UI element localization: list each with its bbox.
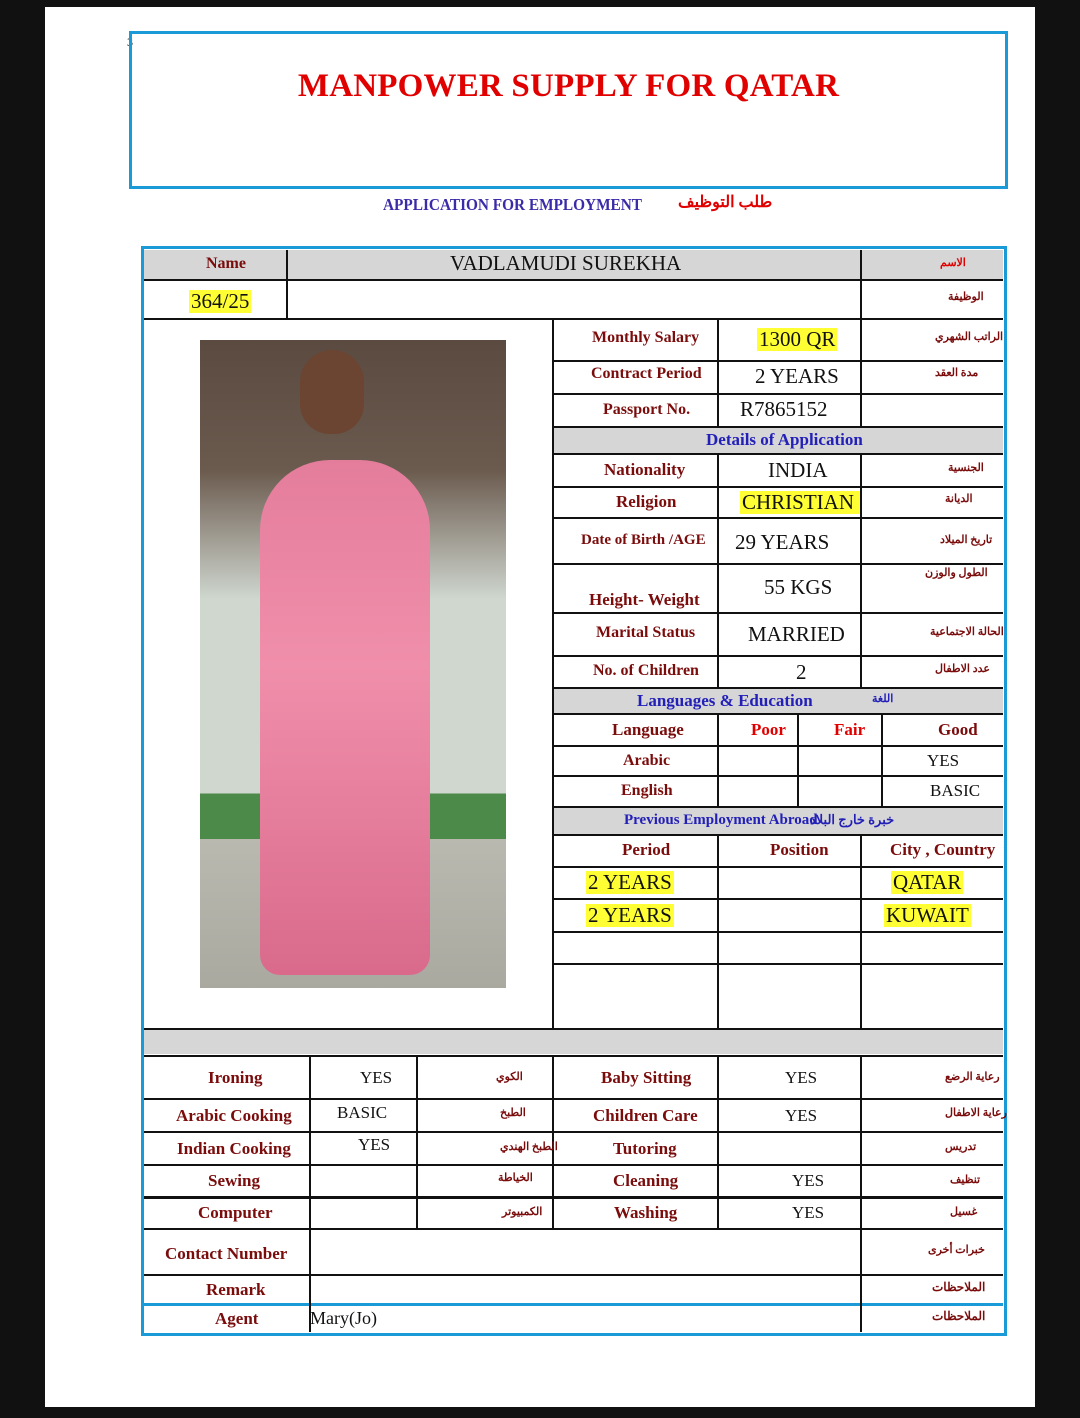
position-column-header: Position — [770, 840, 829, 859]
good-column-header: Good — [938, 720, 978, 739]
employment-section-title: Previous Employment Abroad — [624, 812, 818, 828]
name-label: Name — [206, 255, 246, 272]
reference-arabic-label: الوظيفة — [948, 291, 984, 303]
name-value: VADLAMUDI SUREKHA — [450, 251, 682, 275]
poor-column-header: Poor — [751, 720, 786, 739]
fair-column-header: Fair — [834, 720, 866, 739]
cleaning-arabic: تنظيف — [950, 1174, 981, 1186]
children-care-label: Children Care — [593, 1106, 698, 1125]
passport-value: R7865152 — [740, 397, 828, 421]
marital-status-label: Marital Status — [596, 624, 696, 641]
title-box — [129, 31, 1008, 189]
language-column-header: Language — [612, 720, 684, 739]
indian-cooking-label: Indian Cooking — [177, 1139, 291, 1158]
baby-sitting-value: YES — [785, 1068, 818, 1087]
contract-period-value: 2 YEARS — [755, 364, 839, 388]
children-value: 2 — [796, 660, 807, 684]
remark-label: Remark — [206, 1280, 266, 1299]
height-weight-arabic: الطول والوزن — [925, 567, 988, 579]
applicant-head — [300, 350, 364, 434]
arabic-cooking-value: BASIC — [337, 1103, 388, 1122]
children-label: No. of Children — [593, 662, 699, 679]
reference-number: 364/25 — [191, 289, 250, 313]
religion-value: CHRISTIAN — [740, 491, 860, 514]
indian-cooking-value: YES — [358, 1135, 391, 1154]
washing-label: Washing — [614, 1203, 678, 1222]
dob-arabic: تاريخ الميلاد — [940, 534, 993, 546]
ironing-arabic: الكوي — [496, 1071, 523, 1083]
page-title: MANPOWER SUPPLY FOR QATAR — [297, 68, 840, 104]
period-column-header: Period — [622, 840, 671, 859]
washing-arabic: غسيل — [950, 1206, 978, 1218]
sewing-label: Sewing — [208, 1171, 260, 1190]
nationality-label: Nationality — [604, 460, 686, 479]
languages-section-title: Languages & Education — [637, 691, 813, 710]
passport-label: Passport No. — [603, 401, 691, 418]
language-row-english: English — [621, 782, 673, 799]
nationality-value: INDIA — [768, 458, 828, 482]
language-row-arabic: Arabic — [623, 752, 671, 769]
details-section-title: Details of Application — [706, 430, 863, 449]
marital-status-arabic: الحالة الاجتماعية — [930, 626, 1004, 638]
cleaning-value: YES — [792, 1171, 825, 1190]
skills-band — [144, 1030, 1003, 1054]
arabic-cooking-arabic: الطبخ — [500, 1107, 526, 1119]
baby-sitting-arabic: رعاية الرضع — [945, 1071, 1000, 1083]
height-weight-label: Height- Weight — [589, 590, 700, 609]
computer-arabic: الكمبيوتر — [502, 1206, 543, 1218]
remark-arabic: الملاحظات — [932, 1280, 986, 1294]
employment-city-2: KUWAIT — [886, 903, 969, 927]
dob-label: Date of Birth /AGE — [581, 532, 706, 548]
monthly-salary-value: 1300 QR — [759, 327, 836, 351]
contact-number-arabic: خبرات أخرى — [928, 1244, 985, 1256]
arabic-cooking-label: Arabic Cooking — [176, 1106, 292, 1125]
application-subtitle: APPLICATION FOR EMPLOYMENT — [383, 195, 642, 214]
monthly-salary-arabic: الراتب الشهري — [935, 331, 1004, 343]
religion-label: Religion — [616, 492, 677, 511]
languages-section-arabic: اللغة — [872, 693, 894, 705]
children-care-arabic: رعاية الاطفال — [945, 1107, 1007, 1119]
contact-number-label: Contact Number — [165, 1244, 288, 1263]
applicant-photo — [200, 340, 506, 988]
contract-period-label: Contract Period — [591, 365, 702, 382]
applicant-figure — [260, 460, 430, 975]
city-country-column-header: City , Country — [890, 840, 996, 859]
monthly-salary-label: Monthly Salary — [592, 329, 700, 346]
name-arabic-label: الاسم — [940, 257, 966, 269]
baby-sitting-label: Baby Sitting — [601, 1068, 692, 1087]
arabic-good-value: YES — [927, 751, 960, 770]
computer-label: Computer — [198, 1203, 273, 1222]
contract-period-arabic: مدة العقد — [935, 367, 979, 379]
children-arabic: عدد الاطفال — [935, 663, 990, 675]
employment-period-1: 2 YEARS — [588, 870, 672, 894]
agent-label: Agent — [215, 1309, 259, 1328]
ironing-label: Ironing — [208, 1068, 263, 1087]
agent-arabic: الملاحظات — [932, 1309, 986, 1323]
english-good-value: BASIC — [930, 781, 981, 800]
washing-value: YES — [792, 1203, 825, 1222]
religion-arabic: الديانة — [945, 493, 973, 505]
application-subtitle-arabic: طلب التوظيف — [678, 194, 773, 211]
employment-city-1: QATAR — [893, 870, 962, 894]
agent-value: Mary(Jo) — [310, 1308, 377, 1328]
children-care-value: YES — [785, 1106, 818, 1125]
marital-status-value: MARRIED — [748, 622, 845, 646]
indian-cooking-arabic: الطبخ الهندي — [500, 1141, 558, 1153]
nationality-arabic: الجنسية — [948, 462, 984, 474]
cleaning-label: Cleaning — [613, 1171, 679, 1190]
tutoring-arabic: تدريس — [945, 1141, 977, 1153]
dob-value: 29 YEARS — [735, 530, 830, 554]
employment-section-arabic: خبرة خارج البلاد — [810, 812, 895, 827]
page-mark: 3 — [127, 35, 133, 49]
tutoring-label: Tutoring — [613, 1139, 677, 1158]
height-weight-value: 55 KGS — [764, 575, 833, 599]
sewing-arabic: الخياطة — [498, 1172, 533, 1184]
employment-period-2: 2 YEARS — [588, 903, 672, 927]
ironing-value: YES — [360, 1068, 393, 1087]
